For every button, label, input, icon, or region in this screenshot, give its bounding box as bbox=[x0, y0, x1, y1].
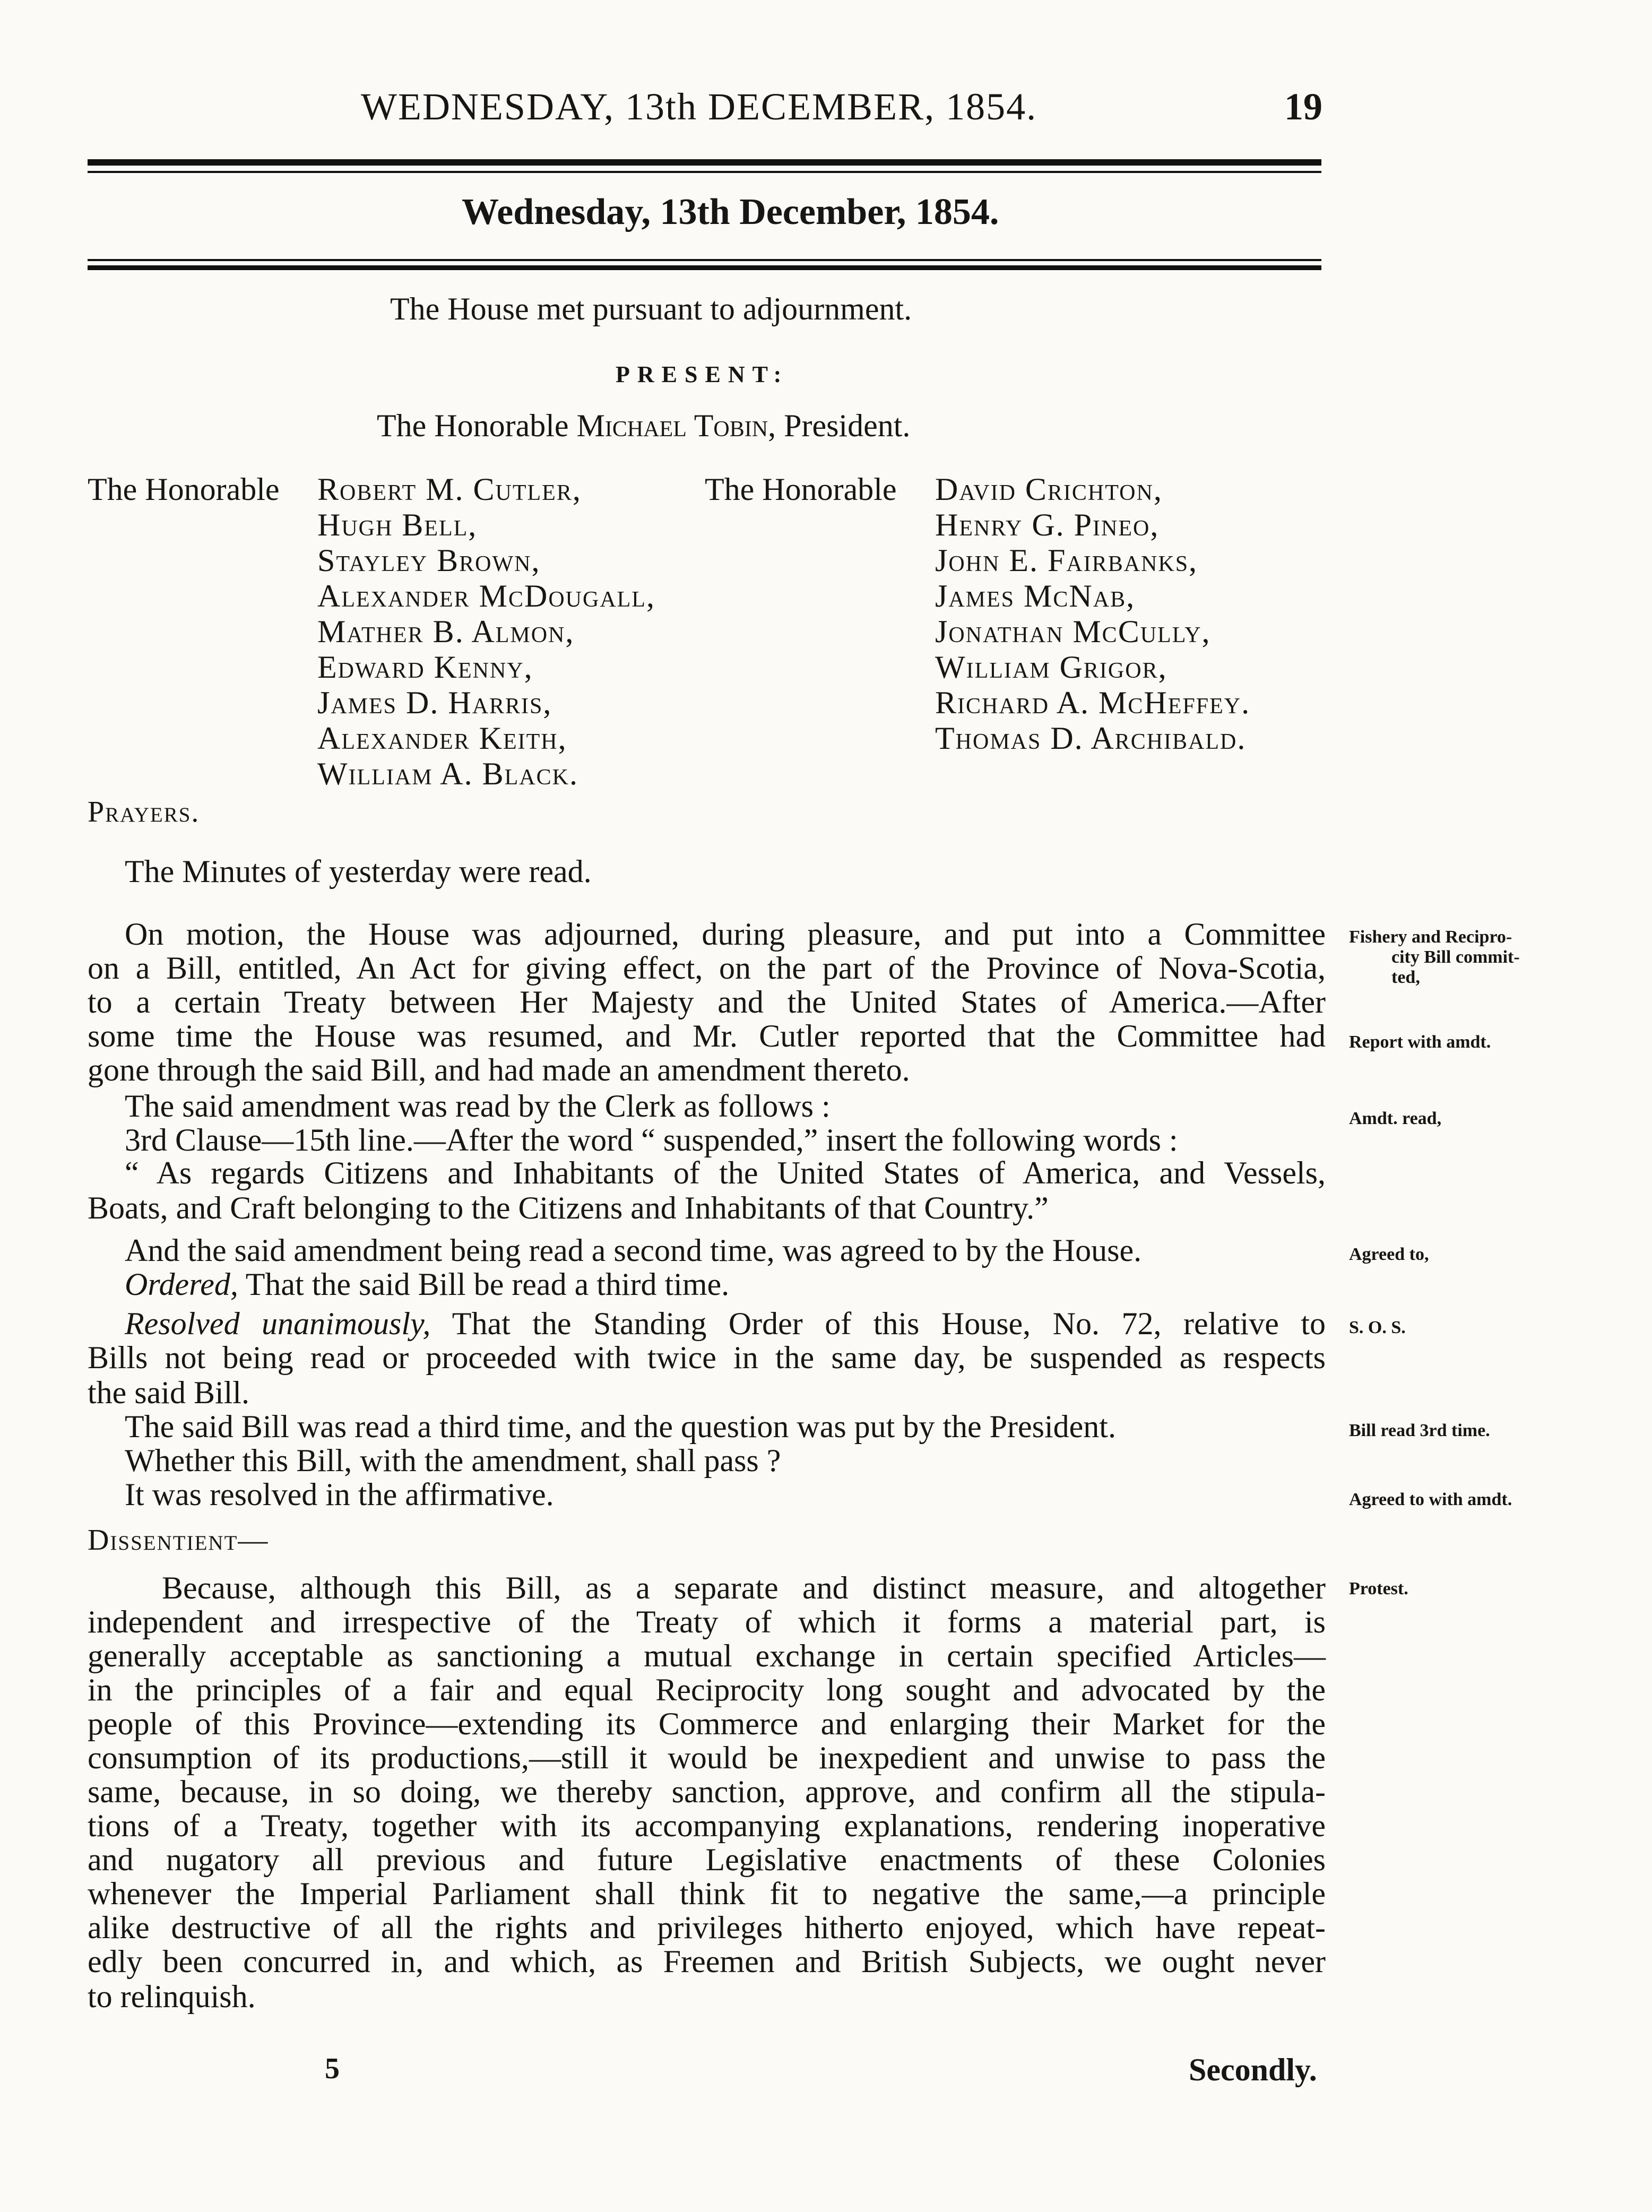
opening-statement: The House met pursuant to adjournment. bbox=[390, 291, 912, 326]
title-rule-thin bbox=[88, 259, 1321, 261]
member-left-3: Stayley Brown, bbox=[317, 543, 541, 578]
top-rule-thick bbox=[88, 159, 1321, 166]
member-left-8: Alexander Keith, bbox=[317, 721, 567, 756]
resolved-line-2: Bills not being read or proceeded with twice in the same day, be suspended as respects bbox=[88, 1340, 1326, 1375]
margin-note-agreed: Agreed to, bbox=[1349, 1245, 1429, 1264]
prayers-heading: Prayers. bbox=[88, 796, 200, 828]
resolved-label: Resolved unanimously, bbox=[125, 1306, 431, 1341]
member-left-5: Mather B. Almon, bbox=[317, 614, 575, 649]
protest-line-9: and nugatory all previous and future Legislative enactments of these Colonies bbox=[88, 1842, 1326, 1877]
president-suffix: , President. bbox=[768, 408, 911, 443]
margin-note-protest: Protest. bbox=[1349, 1579, 1408, 1598]
ordered-text: That the said Bill be read a third time. bbox=[238, 1267, 730, 1302]
margin-note-fishery-3: ted, bbox=[1391, 967, 1420, 987]
protest-line-7: same, because, in so doing, we thereby sanction, approve, and confirm all the stipula- bbox=[88, 1774, 1326, 1809]
motion-line-3: to a certain Treaty between Her Majesty and the United States of America.—After bbox=[88, 984, 1326, 1019]
margin-note-sos: S. O. S. bbox=[1349, 1318, 1406, 1337]
quote-line-1: “ As regards Citizens and Inhabitants of the United States of America, and Vessels, bbox=[125, 1155, 1326, 1190]
member-left-7: James D. Harris, bbox=[317, 685, 552, 720]
member-right-8: Thomas D. Archibald. bbox=[935, 721, 1247, 756]
protest-line-8: tions of a Treaty, together with its accompanying explanations, rendering inoperative bbox=[88, 1808, 1326, 1843]
present-label: PRESENT: bbox=[616, 361, 789, 387]
member-right-2: Henry G. Pineo, bbox=[935, 507, 1160, 542]
member-right-3: John E. Fairbanks, bbox=[935, 543, 1198, 578]
motion-line-5: gone through the said Bill, and had made an amendment thereto. bbox=[88, 1052, 910, 1087]
third-reading-line: The said Bill was read a third time, and the question was put by the President. bbox=[125, 1409, 1116, 1444]
quote-line-2: Boats, and Craft belonging to the Citizens and Inhabitants of that Country.” bbox=[88, 1190, 1049, 1225]
motion-line-1: On motion, the House was adjourned, during pleasure, and put into a Committee bbox=[125, 917, 1326, 952]
signature-mark: 5 bbox=[325, 2052, 340, 2085]
member-right-1: David Crichton, bbox=[935, 472, 1163, 507]
member-left-6: Edward Kenny, bbox=[317, 650, 533, 685]
margin-note-bill-read: Bill read 3rd time. bbox=[1349, 1421, 1490, 1440]
affirmative-line: It was resolved in the affirmative. bbox=[125, 1477, 554, 1512]
amendment-read-line: The said amendment was read by the Clerk as follows : bbox=[125, 1088, 831, 1124]
clause-line: 3rd Clause—15th line.—After the word “ suspended,” insert the following words : bbox=[125, 1122, 1178, 1157]
protest-line-4: in the principles of a fair and equal Reciprocity long sought and advocated by the bbox=[88, 1672, 1326, 1707]
president-prefix: The Honorable bbox=[377, 408, 569, 443]
minutes-line: The Minutes of yesterday were read. bbox=[125, 854, 592, 889]
ordered-label: Ordered, bbox=[125, 1267, 238, 1302]
question-line: Whether this Bill, with the amendment, shall pass ? bbox=[125, 1443, 781, 1478]
margin-note-report: Report with amdt. bbox=[1349, 1032, 1491, 1052]
motion-line-4: some time the House was resumed, and Mr. Cutler reported that the Committee had bbox=[88, 1018, 1326, 1053]
protest-line-2: independent and irrespective of the Treaty of which it forms a material part, is bbox=[88, 1604, 1326, 1639]
protest-line-10: whenever the Imperial Parliament shall think fit to negative the same,—a principle bbox=[88, 1876, 1326, 1911]
members-label-right: The Honorable bbox=[705, 472, 897, 507]
members-label-left: The Honorable bbox=[88, 472, 280, 507]
page-title: Wednesday, 13th December, 1854. bbox=[462, 192, 999, 232]
dissentient-heading: Dissentient— bbox=[88, 1524, 269, 1557]
margin-note-fishery-1: Fishery and Recipro- bbox=[1349, 927, 1512, 947]
member-left-4: Alexander McDougall, bbox=[317, 578, 655, 614]
protest-line-13: to relinquish. bbox=[88, 1979, 256, 2014]
resolved-line-1 bbox=[125, 1307, 1326, 1341]
president-name: Michael Tobin bbox=[576, 408, 768, 443]
protest-line-11: alike destructive of all the rights and privileges hitherto enjoyed, which have repeat- bbox=[88, 1910, 1326, 1945]
protest-line-1: Because, although this Bill, as a separate and distinct measure, and altogether bbox=[162, 1570, 1326, 1605]
catchword: Secondly. bbox=[1189, 2052, 1317, 2087]
resolved-line-3: the said Bill. bbox=[88, 1375, 249, 1410]
member-right-4: James McNab, bbox=[935, 578, 1136, 614]
margin-note-fishery-2: city Bill commit- bbox=[1391, 947, 1520, 967]
page-number: 19 bbox=[1284, 85, 1322, 128]
member-right-7: Richard A. McHeffey. bbox=[935, 685, 1251, 720]
title-rule-thick bbox=[88, 265, 1321, 270]
motion-line-2: on a Bill, entitled, An Act for giving effect, on the part of the Province of Nova-Scotia, bbox=[88, 951, 1326, 986]
protest-line-12: edly been concurred in, and which, as Freemen and British Subjects, we ought never bbox=[88, 1944, 1326, 1979]
ordered-line bbox=[125, 1266, 729, 1303]
member-right-5: Jonathan McCully, bbox=[935, 614, 1211, 649]
member-right-6: William Grigor, bbox=[935, 650, 1167, 685]
member-left-2: Hugh Bell, bbox=[317, 507, 478, 542]
president-line bbox=[377, 408, 910, 444]
running-head: WEDNESDAY, 13th DECEMBER, 1854. bbox=[361, 85, 1037, 128]
margin-note-amdt-read: Amdt. read, bbox=[1349, 1109, 1442, 1128]
top-rule-thin bbox=[88, 171, 1321, 173]
protest-line-5: people of this Province—extending its Commerce and enlarging their Market for the bbox=[88, 1706, 1326, 1741]
member-left-1: Robert M. Cutler, bbox=[317, 472, 582, 507]
margin-note-agreed-with: Agreed to with amdt. bbox=[1349, 1490, 1512, 1509]
agreed-line: And the said amendment being read a second time, was agreed to by the House. bbox=[125, 1233, 1142, 1268]
resolved-text: That the Standing Order of this House, No. 72, relative to bbox=[430, 1306, 1326, 1341]
member-left-9: William A. Black. bbox=[317, 756, 578, 791]
protest-line-6: consumption of its productions,—still it would be inexpedient and unwise to pass the bbox=[88, 1740, 1326, 1775]
protest-line-3: generally acceptable as sanctioning a mutual exchange in certain specified Articles— bbox=[88, 1638, 1326, 1673]
